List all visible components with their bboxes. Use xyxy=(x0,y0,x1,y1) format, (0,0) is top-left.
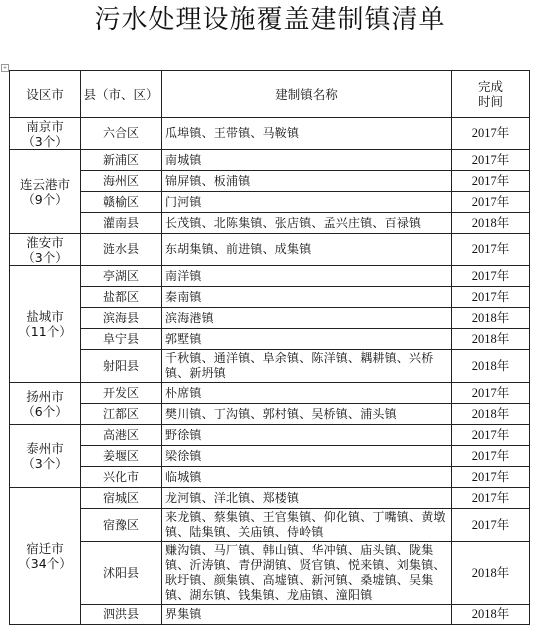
table-row xyxy=(10,192,530,213)
header-towns: 建制镇名称 xyxy=(162,71,452,118)
year-cell: 2018年 xyxy=(452,542,530,605)
county-cell: 亭湖区 xyxy=(81,266,162,287)
year-cell: 2018年 xyxy=(452,350,530,383)
towns-cell: 滨海港镇 xyxy=(162,308,452,329)
year-cell: 2017年 xyxy=(452,467,530,488)
header-city: 设区市 xyxy=(10,71,81,118)
year-cell: 2017年 xyxy=(452,287,530,308)
county-cell: 灌南县 xyxy=(81,213,162,234)
county-cell: 六合区 xyxy=(81,118,162,150)
table-row xyxy=(10,467,530,488)
towns-cell: 野徐镇 xyxy=(162,425,452,446)
city-town-count: （3个） xyxy=(22,456,68,471)
table-body xyxy=(10,118,530,625)
table-row xyxy=(10,171,530,192)
city-name: 南京市 xyxy=(26,118,64,134)
table-row xyxy=(10,213,530,234)
table-row xyxy=(10,308,530,329)
towns-cell: 梁徐镇 xyxy=(162,446,452,467)
towns-cell: 锦屏镇、板浦镇 xyxy=(162,171,452,192)
page-title: 污水处理设施覆盖建制镇清单 xyxy=(94,5,446,35)
table-move-handle-icon[interactable]: + xyxy=(2,65,8,71)
city-name: 宿迁市 xyxy=(26,541,64,556)
year-cell: 2018年 xyxy=(452,308,530,329)
towns-cell: 龙河镇、洋北镇、郑楼镇 xyxy=(162,488,452,509)
table-row xyxy=(10,350,530,383)
year-cell: 2018年 xyxy=(452,329,530,350)
towns-cell: 来龙镇、蔡集镇、王官集镇、仰化镇、丁嘴镇、黄墩镇、陆集镇、关庙镇、侍岭镇 xyxy=(162,509,452,542)
year-cell: 2017年 xyxy=(452,171,530,192)
city-cell xyxy=(10,234,81,266)
table-row xyxy=(10,329,530,350)
county-cell: 盐都区 xyxy=(81,287,162,308)
county-cell: 赣榆区 xyxy=(81,192,162,213)
towns-cell: 千秋镇、通洋镇、阜余镇、陈洋镇、耦耕镇、兴桥镇、新坍镇 xyxy=(162,350,452,383)
table-row xyxy=(10,488,530,509)
year-cell: 2017年 xyxy=(452,118,530,150)
city-name: 扬州市 xyxy=(26,388,64,404)
towns-cell: 界集镇 xyxy=(162,605,452,625)
year-cell: 2018年 xyxy=(452,213,530,234)
year-cell: 2017年 xyxy=(452,266,530,287)
city-name: 淮安市 xyxy=(26,234,64,250)
towns-cell: 门河镇 xyxy=(162,192,452,213)
city-town-count: （3个） xyxy=(22,249,68,265)
table-row xyxy=(10,266,530,287)
year-cell: 2017年 xyxy=(452,234,530,266)
table-row xyxy=(10,404,530,425)
towns-cell: 朴席镇 xyxy=(162,383,452,404)
city-name: 连云港市 xyxy=(19,176,70,192)
year-cell: 2017年 xyxy=(452,150,530,171)
county-cell: 姜堰区 xyxy=(81,446,162,467)
year-cell: 2018年 xyxy=(452,404,530,425)
city-cell xyxy=(10,118,81,150)
towns-cell: 南洋镇 xyxy=(162,266,452,287)
table-row xyxy=(10,234,530,266)
county-cell: 泗洪县 xyxy=(81,605,162,625)
county-cell: 江都区 xyxy=(81,404,162,425)
city-name: 泰州市 xyxy=(26,441,64,456)
city-town-count: （9个） xyxy=(22,191,68,207)
year-cell: 2017年 xyxy=(452,383,530,404)
table-row xyxy=(10,150,530,171)
county-cell: 宿豫区 xyxy=(81,509,162,542)
table-row xyxy=(10,383,530,404)
town-list-table xyxy=(9,70,530,625)
header-year-line2: 时间 xyxy=(477,94,503,109)
county-cell: 阜宁县 xyxy=(81,329,162,350)
towns-cell: 瓜埠镇、王带镇、马鞍镇 xyxy=(162,118,452,150)
city-cell xyxy=(10,425,81,488)
city-cell xyxy=(10,488,81,625)
county-cell: 沭阳县 xyxy=(81,542,162,605)
county-cell: 新浦区 xyxy=(81,150,162,171)
towns-cell: 长茂镇、北陈集镇、张店镇、孟兴庄镇、百禄镇 xyxy=(162,213,452,234)
towns-cell: 樊川镇、丁沟镇、郭村镇、吴桥镇、浦头镇 xyxy=(162,404,452,425)
towns-cell: 秦南镇 xyxy=(162,287,452,308)
year-cell: 2017年 xyxy=(452,488,530,509)
header-year xyxy=(452,71,530,118)
year-cell: 2017年 xyxy=(452,425,530,446)
county-cell: 涟水县 xyxy=(81,234,162,266)
table-row xyxy=(10,118,530,150)
county-cell: 滨海县 xyxy=(81,308,162,329)
table-row xyxy=(10,425,530,446)
table-row xyxy=(10,446,530,467)
towns-cell: 赚沟镇、马厂镇、韩山镇、华冲镇、庙头镇、陇集镇、沂涛镇、青伊湖镇、贤官镇、悦来镇、刘集镇、耿圩镇、颜集镇、高墟镇、新河镇、桑墟镇、吴集镇、湖东镇、钱集镇、龙庙镇、潼阳镇 xyxy=(162,542,452,605)
header-year-line1: 完成 xyxy=(477,79,503,94)
county-cell: 兴化市 xyxy=(81,467,162,488)
table-row xyxy=(10,542,530,605)
city-town-count: （6个） xyxy=(22,403,68,419)
city-town-count: （34个） xyxy=(18,556,72,571)
county-cell: 高港区 xyxy=(81,425,162,446)
towns-cell: 郭墅镇 xyxy=(162,329,452,350)
city-cell xyxy=(10,383,81,425)
year-cell: 2017年 xyxy=(452,192,530,213)
towns-cell: 南城镇 xyxy=(162,150,452,171)
city-cell xyxy=(10,150,81,234)
table-row xyxy=(10,509,530,542)
towns-cell: 东胡集镇、前进镇、成集镇 xyxy=(162,234,452,266)
header-county: 县（市、区） xyxy=(81,71,162,118)
city-town-count: （11个） xyxy=(18,324,72,339)
year-cell: 2017年 xyxy=(452,446,530,467)
table-row xyxy=(10,287,530,308)
county-cell: 宿城区 xyxy=(81,488,162,509)
year-cell: 2018年 xyxy=(452,605,530,625)
county-cell: 开发区 xyxy=(81,383,162,404)
city-cell xyxy=(10,266,81,383)
city-name: 盐城市 xyxy=(26,309,64,324)
year-cell: 2017年 xyxy=(452,509,530,542)
table-row xyxy=(10,605,530,625)
table-header-row xyxy=(10,71,530,118)
county-cell: 海州区 xyxy=(81,171,162,192)
towns-cell: 临城镇 xyxy=(162,467,452,488)
county-cell: 射阳县 xyxy=(81,350,162,383)
city-town-count: （3个） xyxy=(22,133,68,149)
